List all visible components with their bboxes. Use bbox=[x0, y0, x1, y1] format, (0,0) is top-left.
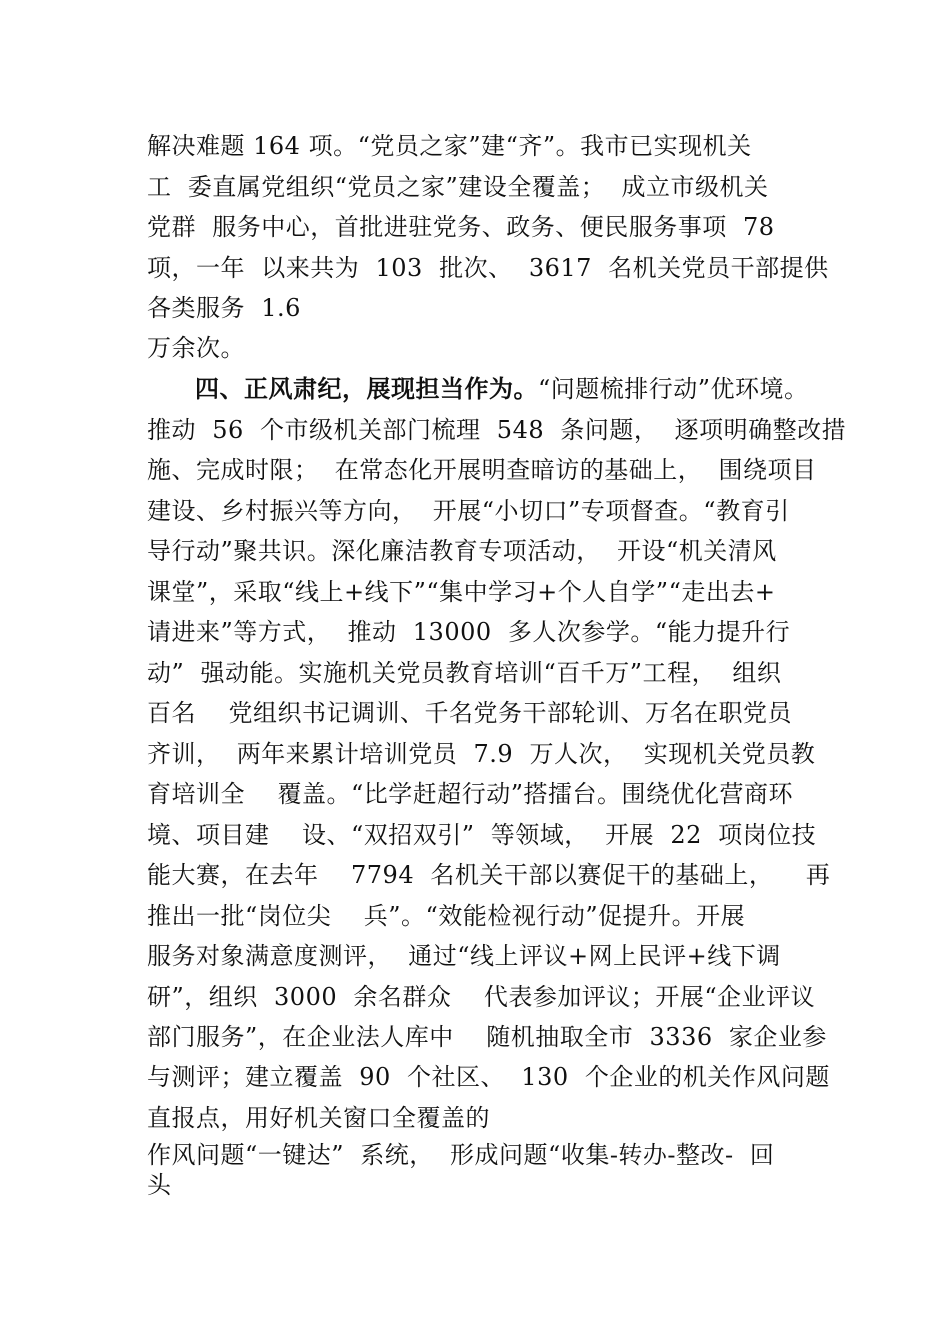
paragraph-2-line-5: 导行动”聚共识。深化廉洁教育专项活动， 开设“机关清风 bbox=[147, 537, 777, 565]
paragraph-2-line-2: 推动 56 个市级机关部门梳理 548 条问题， 逐项明确整改措 bbox=[147, 416, 847, 444]
paragraph-2-line-14: 推出一批“岗位尖 兵”。“效能检视行动”促提升。开展 bbox=[147, 902, 746, 930]
paragraph-2-line-3: 施、完成时限； 在常态化开展明查暗访的基础上， 围绕项目 bbox=[147, 456, 817, 484]
paragraph-2-line-13: 能大赛，在去年 7794 名机关干部以赛促干的基础上， 再 bbox=[147, 861, 831, 889]
paragraph-1-line-3: 党群 服务中心，首批进驻党务、政务、便民服务事项 78 bbox=[147, 213, 775, 241]
paragraph-1-line-4: 项，一年 以来共为 103 批次、 3617 名机关党员干部提供 bbox=[147, 254, 829, 282]
paragraph-1-line-5: 各类服务 1.6 bbox=[147, 294, 301, 322]
paragraph-2-line-15: 服务对象满意度测评， 通过“线上评议+网上民评+线下调 bbox=[147, 942, 781, 970]
paragraph-2-line-8: 动” 强动能。实施机关党员教育培训“百千万”工程， 组织 bbox=[147, 659, 782, 687]
paragraph-2-line-4: 建设、乡村振兴等方向， 开展“小切口”专项督查。“教育引 bbox=[147, 497, 790, 525]
paragraph-2-line-12: 境、项目建 设、“双招双引” 等领域， 开展 22 项岗位技 bbox=[147, 821, 817, 849]
paragraph-1-line-2: 工 委直属党组织“党员之家”建设全覆盖； 成立市级机关 bbox=[147, 173, 769, 201]
section-heading: 四、正风肃纪，展现担当作为。 bbox=[195, 375, 538, 403]
paragraph-2-line-17: 部门服务”，在企业法人库中 随机抽取全市 3336 家企业参 bbox=[147, 1023, 827, 1051]
paragraph-2-line-19: 直报点，用好机关窗口全覆盖的 bbox=[147, 1104, 490, 1132]
paragraph-2-line-16: 研”，组织 3000 余名群众 代表参加评议；开展“企业评议 bbox=[147, 983, 816, 1011]
paragraph-2-first-line bbox=[195, 374, 809, 404]
paragraph-2-line-20: 作风问题“一键达” 系统， 形成问题“收集-转办-整改- 回 bbox=[147, 1141, 775, 1169]
paragraph-2-line-11: 育培训全 覆盖。“比学赶超行动”搭擂台。围绕优化营商环 bbox=[147, 780, 794, 808]
paragraph-2-line-21: 头 bbox=[147, 1171, 172, 1199]
paragraph-2-line-6: 课堂”，采取“线上+线下”“集中学习+个人自学”“走出去+ bbox=[147, 578, 776, 606]
paragraph-2-first-line-text: “问题梳排行动”优环境。 bbox=[538, 375, 809, 403]
paragraph-1-line-6: 万余次。 bbox=[147, 334, 245, 362]
paragraph-2-line-7: 请进来”等方式， 推动 13000 多人次参学。“能力提升行 bbox=[147, 618, 791, 646]
paragraph-1-line-1: 解决难题 164 项。“党员之家”建“齐”。我市已实现机关 bbox=[147, 132, 752, 160]
paragraph-2-line-10: 齐训， 两年来累计培训党员 7.9 万人次， 实现机关党员教 bbox=[147, 740, 816, 768]
paragraph-2-line-9: 百名 党组织书记调训、千名党务干部轮训、万名在职党员 bbox=[147, 699, 793, 727]
paragraph-2-line-18: 与测评；建立覆盖 90 个社区、 130 个企业的机关作风问题 bbox=[147, 1063, 830, 1091]
